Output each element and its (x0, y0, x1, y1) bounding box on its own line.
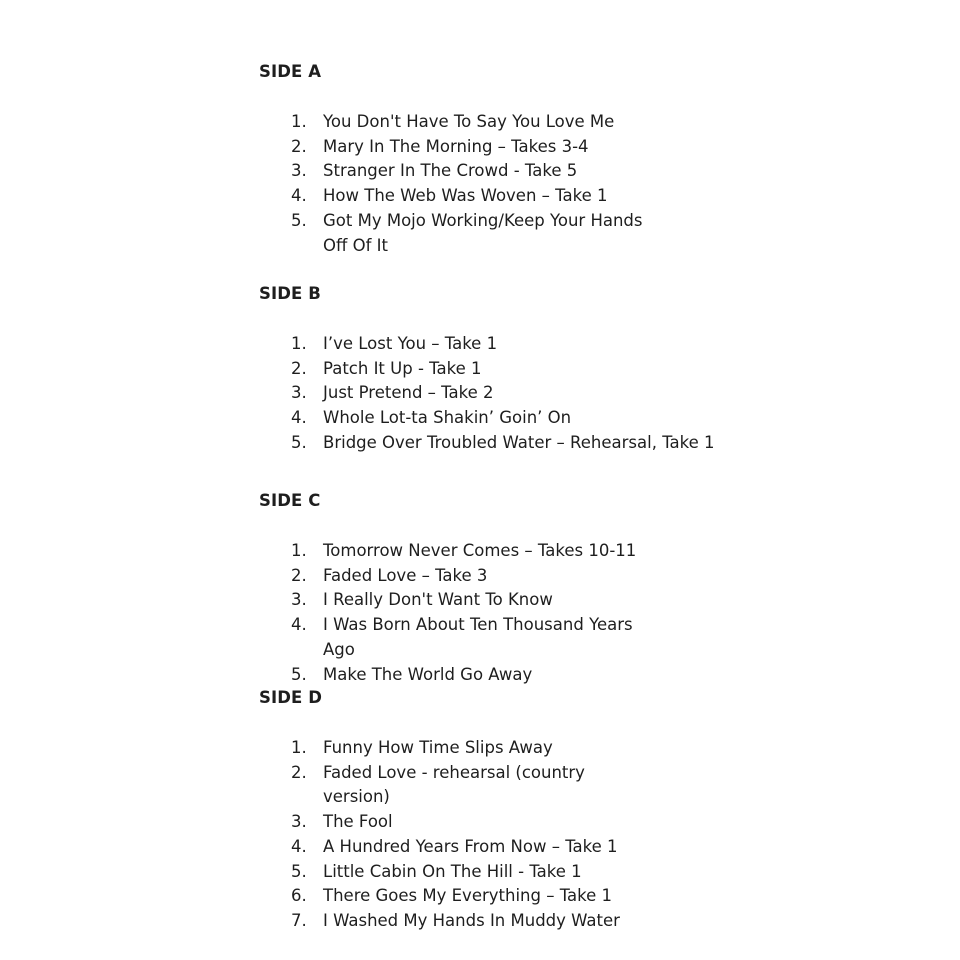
track-number: 3. (291, 161, 307, 181)
track-item (259, 588, 653, 613)
side-d-section (259, 687, 819, 934)
track-item (259, 184, 653, 209)
track-title: Bridge Over Troubled Water – Rehearsal, Take 1 (323, 432, 715, 452)
track-item (259, 110, 653, 135)
track-title: Faded Love - rehearsal (country version) (323, 762, 585, 807)
track-item (259, 209, 653, 258)
track-title: Tomorrow Never Comes – Takes 10-11 (323, 541, 637, 560)
track-item (259, 564, 653, 589)
track-title: Make The World Go Away (323, 664, 533, 684)
track-number: 4. (291, 408, 307, 428)
track-title: Faded Love – Take 3 (323, 565, 488, 585)
track-number: 2. (291, 358, 307, 378)
track-title: How The Web Was Woven – Take 1 (323, 186, 608, 206)
track-title: Whole Lot-ta Shakin’ Goin’ On (323, 408, 572, 428)
track-title: I Was Born About Ten Thousand Years Ago (323, 615, 633, 659)
track-number: 3. (291, 590, 307, 610)
track-title: A Hundred Years From Now – Take 1 (323, 836, 618, 856)
track-item (259, 332, 653, 357)
side-a-track-list (259, 110, 819, 258)
track-item (259, 736, 653, 761)
side-a-section (259, 61, 819, 258)
track-title: Stranger In The Crowd - Take 5 (323, 161, 578, 181)
track-item (259, 884, 653, 909)
side-a-heading: SIDE A (259, 62, 322, 81)
track-title: Patch It Up - Take 1 (323, 358, 482, 378)
track-title: The Fool (323, 812, 393, 832)
side-d-track-list (259, 736, 819, 934)
track-item (259, 909, 653, 934)
track-title: You Don't Have To Say You Love Me (323, 112, 615, 131)
track-number: 2. (291, 762, 307, 782)
track-title: There Goes My Everything – Take 1 (323, 886, 613, 906)
track-item (259, 810, 653, 835)
track-number: 5. (291, 432, 307, 452)
side-b-track-list (259, 332, 819, 456)
track-number: 5. (291, 210, 307, 230)
side-b-section (259, 283, 819, 456)
side-d-heading: SIDE D (259, 688, 323, 707)
track-item (259, 539, 653, 564)
track-title: I’ve Lost You – Take 1 (323, 334, 498, 353)
track-item (259, 381, 653, 406)
track-item (259, 159, 653, 184)
track-number: 7. (291, 910, 307, 930)
track-title: I Really Don't Want To Know (323, 590, 553, 610)
track-number: 4. (291, 615, 307, 635)
track-number: 1. (291, 738, 307, 757)
track-item (259, 406, 653, 431)
track-number: 2. (291, 565, 307, 585)
track-number: 5. (291, 861, 307, 881)
track-title: Just Pretend – Take 2 (323, 383, 494, 403)
track-item (259, 613, 653, 662)
side-c-track-list (259, 539, 819, 687)
track-number: 1. (291, 112, 307, 131)
track-item (259, 835, 653, 860)
track-item (259, 431, 783, 456)
track-title: I Washed My Hands In Muddy Water (323, 910, 620, 930)
track-title: Little Cabin On The Hill - Take 1 (323, 861, 582, 881)
track-number: 4. (291, 186, 307, 206)
track-number: 5. (291, 664, 307, 684)
track-title: Mary In The Morning – Takes 3-4 (323, 136, 589, 156)
side-c-heading: SIDE C (259, 491, 321, 510)
side-c-section (259, 490, 819, 687)
track-item (259, 761, 653, 810)
track-title: Funny How Time Slips Away (323, 738, 553, 757)
track-number: 1. (291, 541, 307, 560)
track-number: 4. (291, 836, 307, 856)
track-item (259, 663, 653, 688)
track-item (259, 135, 653, 160)
track-number: 3. (291, 812, 307, 832)
track-title: Got My Mojo Working/Keep Your Hands Off Of It (323, 210, 643, 255)
track-number: 1. (291, 334, 307, 353)
track-item (259, 860, 653, 885)
track-number: 3. (291, 383, 307, 403)
track-item (259, 357, 653, 382)
track-number: 6. (291, 886, 307, 906)
side-b-heading: SIDE B (259, 284, 321, 303)
track-number: 2. (291, 136, 307, 156)
